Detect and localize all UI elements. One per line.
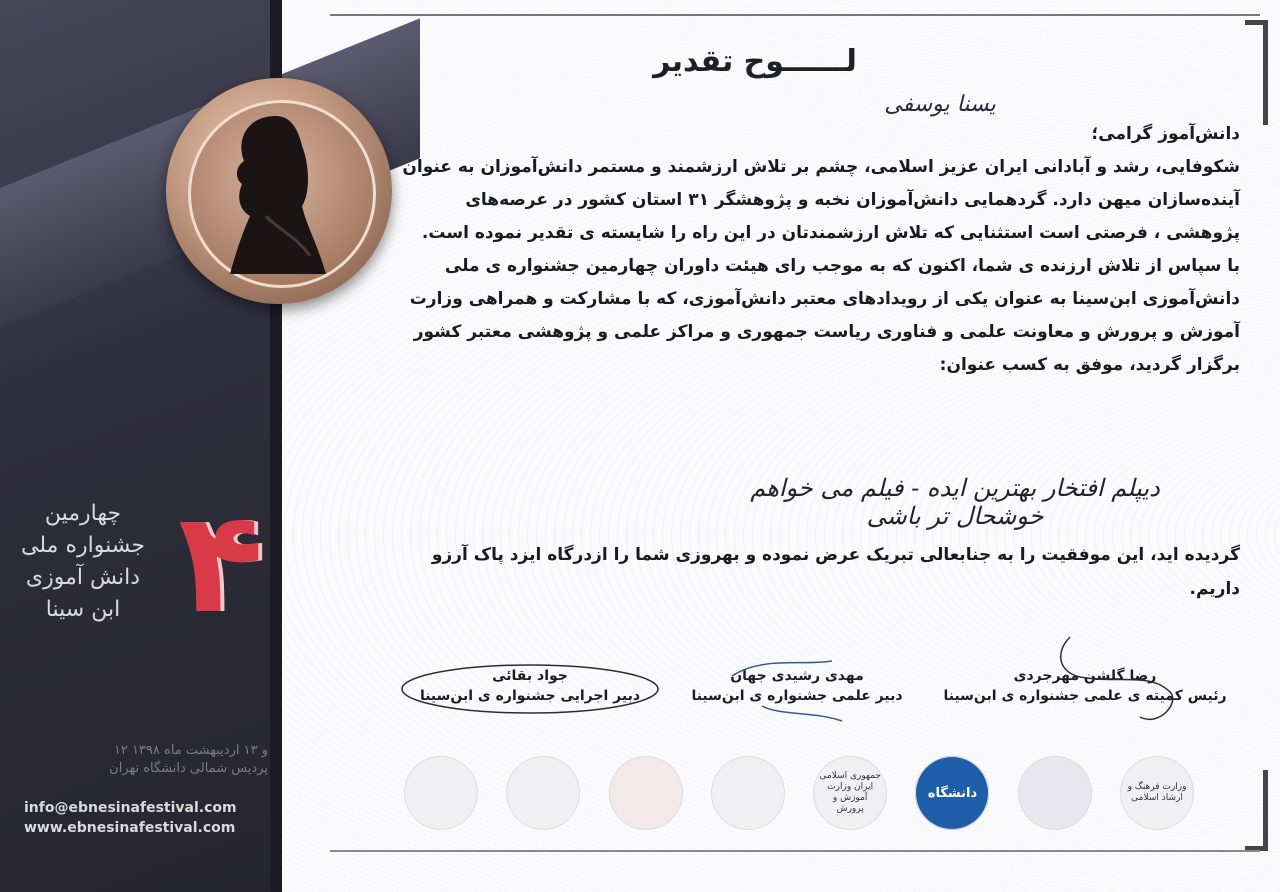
- festival-website[interactable]: www.ebnesinafestival.com: [24, 820, 236, 836]
- logo-label: جمهوری اسلامی ایران وزارت آموزش و پرورش: [819, 771, 881, 814]
- frame-corner-bottom: [1245, 770, 1268, 851]
- logo-label: دانشگاه: [927, 785, 978, 801]
- signer-role: دبیر اجرایی جشنواره ی ابن‌سینا: [419, 688, 641, 704]
- organization-logo: [506, 756, 580, 830]
- signer-name: جواد بقائی: [492, 668, 568, 684]
- certificate-body: [398, 118, 1240, 382]
- ministry-education-logo: [813, 756, 887, 830]
- ministry-culture-logo: [1120, 756, 1194, 830]
- signature-scribble-icon: [1000, 632, 1200, 742]
- emblem-logo: [404, 756, 478, 830]
- certificate-title: لــــــوح تقدیر: [653, 44, 857, 79]
- signer-role: رئیس کمیته ی علمی جشنواره ی ابن‌سینا: [943, 688, 1227, 704]
- signer-role: دبیر علمی جشنواره ی ابن‌سینا: [691, 688, 903, 704]
- recipient-name: یسنا یوسفی: [884, 92, 996, 117]
- festival-line: ابن سینا: [45, 597, 121, 622]
- avicenna-silhouette-icon: [206, 106, 346, 276]
- paragraph-1: شکوفایی، رشد و آبادانی ایران عزیز اسلامی، چشم بر تلاش ارزشمند و مستمر دانش‌آموزان به عنوان آینده‌سازان میهن دارد. گردهمایی دانش‌آموزان نخبه و پژوهشگر ۳۱ استان کشور در عرصه‌های پژوهشی ، فرصتی است استثنایی که تلاش ارزشمندتان در این راه را شایسته ی تقدیر نموده است.: [402, 157, 1240, 243]
- festival-email[interactable]: info@ebnesinafestival.com: [24, 800, 237, 816]
- flag-logo: [1018, 756, 1092, 830]
- festival-date-line: ۱۲ و ۱۳ اردیبهشت ماه ۱۳۹۸: [113, 743, 268, 758]
- signer-name: مهدی رشیدی جهان: [730, 668, 864, 684]
- signature-block: [940, 666, 1230, 706]
- university-logo: [915, 756, 989, 830]
- festival-line: دانش آموزی: [25, 565, 141, 590]
- signature-block: [672, 666, 922, 706]
- signature-scribble-icon: [390, 654, 660, 724]
- festival-venue-line: پردیس شمالی دانشگاه تهران: [109, 761, 268, 776]
- festival-date: [22, 742, 268, 778]
- festival-name: [8, 498, 158, 626]
- festival-line: جشنواره ملی: [21, 533, 145, 558]
- vice-presidency-logo: [711, 756, 785, 830]
- award-title: دیپلم افتخار بهترین ایده - فیلم می خواهم خوشحال تر باشی: [750, 474, 1160, 530]
- salutation: دانش‌آموز گرامی؛: [1091, 124, 1240, 144]
- festival-line: چهارمین: [44, 501, 122, 526]
- top-rule: [330, 14, 1260, 16]
- signer-name: رضا گلشن مهرجردی: [1013, 668, 1157, 684]
- frame-corner-top: [1245, 20, 1268, 125]
- festival-contact: [24, 798, 264, 838]
- logo-label: وزارت فرهنگ و ارشاد اسلامی: [1127, 782, 1187, 803]
- paragraph-3: گردیده اید، این موفقیت را به جنابعالی تبریک عرض نموده و بهروزی شما را ازدرگاه ایزد پاک آرزو داریم.: [431, 545, 1240, 599]
- red-circle-logo: [609, 756, 683, 830]
- paragraph-2: با سپاس از تلاش ارزنده ی شما، اکنون که به موجب رای هیئت داوران چهارمین جشنواره ی ملی دانش‌آموزی ابن‌سینا به عنوان یکی از رویدادهای معتبر دانش‌آموزی، که با مشارکت و همراهی وزارت آموزش و پرورش و معاونت علمی و فناوری ریاست جمهوری و مراکز علمی و پژوهشی معتبر کشور برگزار گردید، موفق به کسب عنوان:: [409, 256, 1240, 375]
- signature-block: [396, 666, 664, 706]
- portrait-medal: [166, 78, 392, 304]
- sponsor-logos: [404, 756, 1194, 834]
- festival-number: ۴: [178, 482, 264, 645]
- bottom-rule: [330, 850, 1260, 852]
- signature-scribble-icon: [722, 646, 882, 736]
